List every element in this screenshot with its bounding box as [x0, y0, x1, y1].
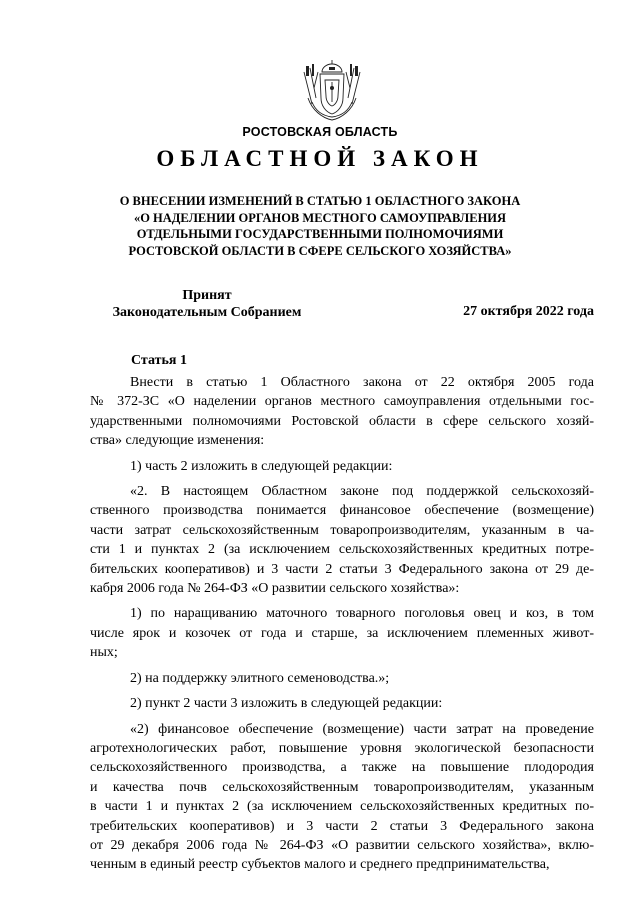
- article-paragraph: [90, 457, 594, 476]
- law-subtitle: [60, 193, 580, 259]
- adoption-label: Принят: [182, 288, 232, 303]
- article-heading: Статья 1: [131, 353, 187, 368]
- subtitle-line: О ВНЕСЕНИИ ИЗМЕНЕНИЙ В СТАТЬЮ 1 ОБЛАСТНОГО ЗАКОНА: [119, 194, 521, 208]
- paragraph-line: Внести в статью 1 Областного закона от 22 октября 2005 года: [130, 375, 594, 390]
- paragraph-line: части затрат сельскохозяйственным товаропроизводителям, указанным в ча-: [90, 522, 594, 538]
- paragraph-line: ственного производства понимается финансовое обеспечение (возмещение): [90, 503, 594, 519]
- paragraph-line: «2) финансовое обеспечение (возмещение) части затрат на проведение: [130, 721, 594, 737]
- adoption-block: [92, 287, 322, 321]
- paragraph-line: 1) часть 2 изложить в следующей редакции:: [130, 458, 393, 474]
- paragraph-line: 1) по наращиванию маточного товарного поголовья овец и коз, в том: [130, 606, 594, 622]
- coat-of-arms-emblem: [296, 58, 368, 124]
- paragraph-line: агротехнологических работ, повышение уровня экологической безопасности: [90, 740, 594, 756]
- document-type-title: ОБЛАСТНОЙ ЗАКОН: [156, 146, 484, 171]
- paragraph-line: сельскохозяйственного производства, а также на повышение плодородия: [90, 760, 594, 776]
- paragraph-line: от 29 декабря 2006 года № 264-ФЗ «О развитии сельского хозяйства», вклю-: [90, 837, 594, 853]
- subtitle-line: ОТДЕЛЬНЫМИ ГОСУДАРСТВЕННЫМИ ПОЛНОМОЧИЯМИ: [136, 227, 504, 241]
- adoption-date: 27 октября 2022 года: [463, 304, 594, 319]
- article-paragraph: [90, 482, 594, 598]
- article-paragraph: [90, 604, 594, 662]
- article-paragraph: [90, 669, 594, 688]
- paragraph-line: 2) пункт 2 части 3 изложить в следующей редакции:: [130, 696, 443, 712]
- adoption-body: Законодательным Собранием: [112, 305, 302, 320]
- paragraph-line: кабря 2006 года № 264-ФЗ «О развитии сельского хозяйства»:: [90, 581, 460, 597]
- paragraph-line: в части 1 и пунктах 2 (за исключением сельскохозяйственных кредитных по-: [90, 799, 594, 815]
- paragraph-line: и качества почв сельскохозяйственным товаропроизводителям, указанным: [90, 779, 594, 795]
- paragraph-line: числе ярок и козочек от года и старше, за исключением племенных живот-: [90, 625, 594, 641]
- paragraph-line: ченным в единый реестр субъектов малого и среднего предпринимательства,: [90, 857, 550, 873]
- article-paragraph: [90, 720, 594, 875]
- article-paragraph: [90, 694, 594, 713]
- paragraph-line: «2. В настоящем Областном законе под поддержкой сельскохозяй-: [130, 484, 594, 500]
- paragraph-line: ства» следующие изменения:: [90, 433, 265, 449]
- paragraph-line: сти 1 и пунктах 2 (за исключением сельскохозяйственных кредитных потре-: [90, 542, 594, 558]
- paragraph-line: 2) на поддержку элитного семеноводства.»;: [130, 670, 390, 686]
- paragraph-line: ных;: [90, 645, 118, 661]
- paragraph-line: № 372-ЗС «О наделении органов местного самоуправления отдельными гос-: [90, 394, 594, 410]
- paragraph-line: ударственными полномочиями Ростовской области в сфере сельского хозяй-: [90, 413, 594, 429]
- paragraph-line: бительских кооперативов) и 3 части 2 статьи 3 Федерального закона от 29 де-: [90, 561, 594, 577]
- article-paragraph: [90, 373, 594, 451]
- paragraph-line: требительских кооперативов) и 3 части 2 статьи 3 Федерального закона: [90, 818, 594, 834]
- subtitle-line: «О НАДЕЛЕНИИ ОРГАНОВ МЕСТНОГО САМОУПРАВЛЕНИЯ: [133, 210, 507, 225]
- article-body: [90, 373, 594, 875]
- region-name: РОСТОВСКАЯ ОБЛАСТЬ: [242, 125, 398, 139]
- subtitle-line: РОСТОВСКОЙ ОБЛАСТИ В СФЕРЕ СЕЛЬСКОГО ХОЗЯЙСТВА»: [128, 243, 512, 258]
